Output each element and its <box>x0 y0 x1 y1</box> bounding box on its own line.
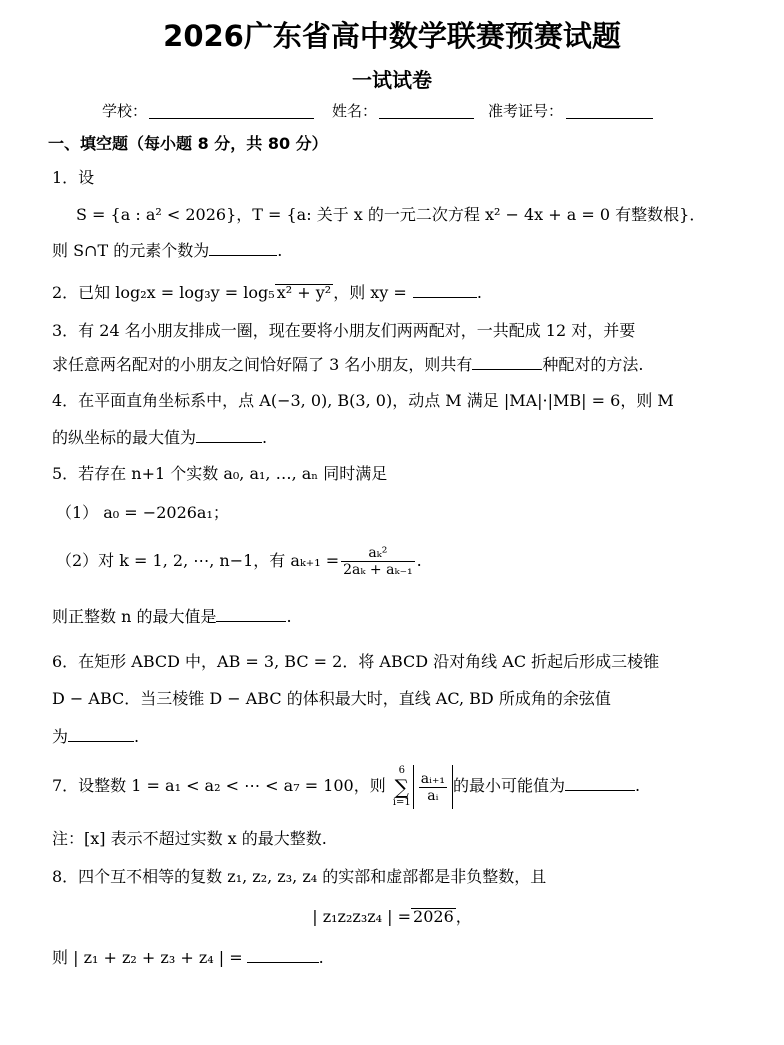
id-label: 准考证号： <box>488 102 564 120</box>
problem-5-condition-2-text: （2）对 k = 1, 2, ⋯, n−1，有 aₖ₊₁ = <box>56 551 340 570</box>
problem-3-line-2 <box>52 354 643 376</box>
problem-6-end: . <box>134 727 140 746</box>
problem-4-text: 的纵坐标的最大值为 <box>52 428 197 447</box>
problem-1-intro: 1．设 <box>52 168 95 187</box>
answer-blank-6[interactable] <box>68 727 134 742</box>
problem-4-line-1: 4．在平面直角坐标系中，点 A(−3, 0), B(3, 0)，动点 M 满足 |MA|·|MB| = 6，则 M <box>52 391 674 410</box>
problem-6-line-1: 6．在矩形 ABCD 中，AB = 3, BC = 2．将 ABCD 沿对角线 AC 折起后形成三棱锥 <box>52 652 660 671</box>
problem-7-end: . <box>634 776 641 795</box>
problem-5-condition-2-end: . <box>416 551 422 570</box>
problem-1-question <box>52 240 282 262</box>
problem-8-question-text: 则 | z₁ + z₂ + z₃ + z₄ | = <box>52 948 243 967</box>
answer-blank-2[interactable] <box>413 283 477 298</box>
problem-1-sets: S = {a : a² < 2026}，T = {a: 关于 x 的一元二次方程 x² − 4x + a = 0 有整数根}． <box>76 205 706 224</box>
summation <box>393 765 411 809</box>
problem-5-intro: 5．若存在 n+1 个实数 a₀, a₁, …, aₙ 同时满足 <box>52 464 388 483</box>
problem-8-sqrt: 2026 <box>413 907 454 926</box>
answer-blank-1[interactable] <box>209 241 277 256</box>
exam-title: 2026广东省高中数学联赛预赛试题 <box>163 19 621 53</box>
problem-1-end: . <box>277 241 283 260</box>
floor-bracket <box>413 765 453 809</box>
problem-5-end: . <box>286 607 292 626</box>
problem-5-condition-1: （1） a₀ = −2026a₁； <box>56 503 229 522</box>
problem-5-fraction <box>341 545 414 578</box>
school-label: 学校： <box>102 102 148 120</box>
problem-7-text: 7．设整数 1 = a₁ < a₂ < ⋯ < a₇ = 100，则 <box>52 776 386 795</box>
problem-5-question <box>52 606 292 628</box>
problem-6-text: 为 <box>52 727 69 746</box>
answer-blank-5[interactable] <box>216 607 286 622</box>
problem-7 <box>52 764 640 809</box>
problem-6-line-3 <box>52 726 139 748</box>
problem-8-equation-end: ， <box>455 907 472 926</box>
problem-2-text: 2．已知 log₂x = log₃y = log₅ <box>52 283 275 302</box>
sum-symbol: ∑ <box>394 774 409 799</box>
problem-1-question-text: 则 S∩T 的元素个数为 <box>52 241 210 260</box>
problem-7-text-b: 的最小可能值为 <box>452 776 565 795</box>
answer-blank-7[interactable] <box>565 776 635 791</box>
fraction-denominator: 2aₖ + aₖ₋₁ <box>343 562 413 578</box>
fraction-numerator: aₖ² <box>341 545 414 562</box>
problem-7-note: 注：[x] 表示不超过实数 x 的最大整数. <box>52 829 327 848</box>
name-field[interactable] <box>379 118 474 119</box>
problem-2-end: . <box>476 283 482 302</box>
fraction-denominator: aᵢ <box>427 787 439 804</box>
problem-8-intro: 8．四个互不相等的复数 z₁, z₂, z₃, z₄ 的实部和虚部都是非负整数，且 <box>52 867 547 886</box>
problem-8-equation <box>0 906 784 928</box>
section-heading: 一、填空题（每小题 8 分，共 80 分） <box>48 134 328 153</box>
problem-3-text: 求任意两名配对的小朋友之间恰好隔了 3 名小朋友，则共有 <box>52 355 473 374</box>
problem-8-question <box>52 947 324 969</box>
candidate-info <box>0 100 784 124</box>
problem-4-end: . <box>262 428 268 447</box>
answer-blank-3[interactable] <box>472 355 542 370</box>
answer-blank-4[interactable] <box>196 428 262 443</box>
problem-3-line-1: 3．有 24 名小朋友排成一圈，现在要将小朋友们两两配对，一共配成 12 对，并要 <box>52 321 636 340</box>
exam-id-field[interactable] <box>566 118 653 119</box>
problem-8-end: . <box>318 948 324 967</box>
problem-6-line-2: D − ABC．当三棱锥 D − ABC 的体积最大时，直线 AC, BD 所成角的余弦值 <box>52 689 611 708</box>
problem-2 <box>52 282 482 304</box>
problem-5-condition-2 <box>56 545 422 578</box>
school-field[interactable] <box>149 118 314 119</box>
problem-8-equation-left: | z₁z₂z₃z₄ | = <box>312 907 412 926</box>
problem-7-fraction <box>419 771 447 804</box>
problem-3-end: 种配对的方法. <box>542 355 644 374</box>
name-label: 姓名： <box>332 102 378 120</box>
problem-2-text-b: ，则 xy = <box>333 283 407 302</box>
problem-2-sqrt: x² + y² <box>276 283 332 302</box>
problem-5-question-text: 则正整数 n 的最大值是 <box>52 607 217 626</box>
exam-subtitle: 一试试卷 <box>352 68 432 92</box>
fraction-numerator: aᵢ₊₁ <box>420 770 445 787</box>
sum-upper-limit: 6 <box>398 764 405 776</box>
problem-4-line-2 <box>52 427 267 449</box>
answer-blank-8[interactable] <box>247 948 319 963</box>
sum-lower-limit: i=1 <box>392 796 411 808</box>
